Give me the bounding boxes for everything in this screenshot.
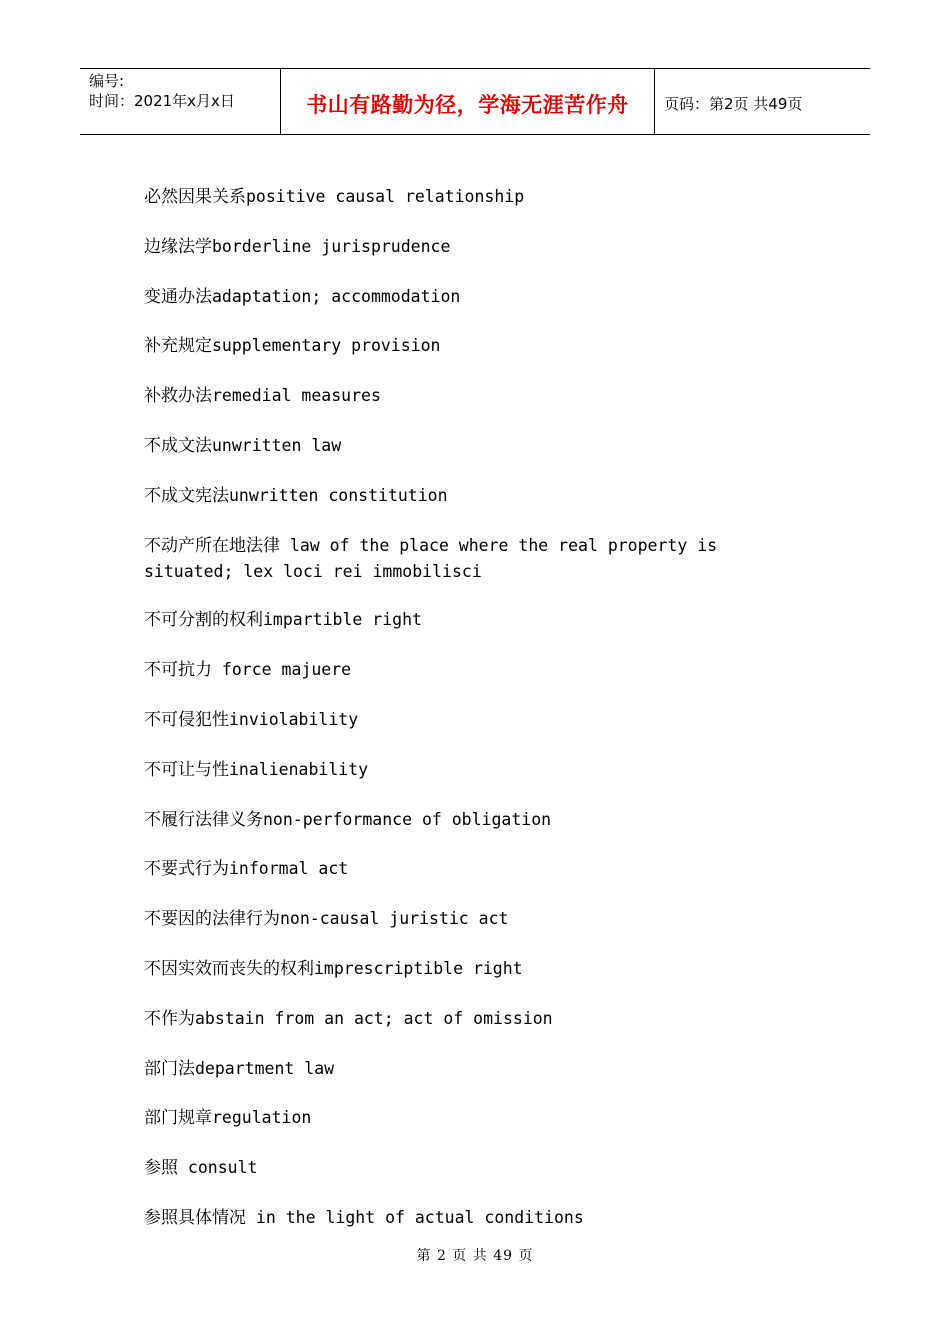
entry-chinese-term: 不可分割的权利 xyxy=(144,610,263,631)
glossary-entry xyxy=(144,533,764,608)
entry-chinese-term: 不作为 xyxy=(144,1008,195,1029)
glossary-list xyxy=(144,184,764,1255)
entry-english-term: non-causal juristic act xyxy=(280,909,509,929)
entry-english-term: unwritten law xyxy=(212,435,342,455)
glossary-entry xyxy=(144,956,764,1006)
entry-english-term: positive causal relationship xyxy=(246,187,525,206)
entry-english-term: supplementary provision xyxy=(212,336,441,356)
glossary-entry xyxy=(144,1155,764,1205)
entry-chinese-term: 不成文法 xyxy=(144,435,212,456)
entry-chinese-term: 不要式行为 xyxy=(144,859,229,880)
page-footer: 第 2 页 共 49 页 xyxy=(416,1248,534,1264)
entry-english-term: inalienability xyxy=(229,759,369,779)
entry-chinese-term: 部门规章 xyxy=(144,1108,212,1129)
entry-chinese-term: 边缘法学 xyxy=(144,236,212,257)
header-page-info: 页码：第2页 共49页 xyxy=(664,95,803,113)
glossary-entry xyxy=(144,807,764,857)
entry-english-term: unwritten constitution xyxy=(229,485,448,505)
entry-chinese-term: 不要因的法律行为 xyxy=(144,909,280,930)
glossary-entry xyxy=(144,707,764,757)
entry-chinese-term: 不可抗力 xyxy=(144,660,212,681)
entry-english-term: impartible right xyxy=(263,610,422,630)
entry-chinese-term: 参照 xyxy=(144,1158,178,1179)
glossary-entry xyxy=(144,607,764,657)
glossary-entry xyxy=(144,856,764,906)
entry-english-term: force majuere xyxy=(212,660,352,680)
header-motto: 书山有路勤为径，学海无涯苦作舟 xyxy=(281,69,655,134)
glossary-entry xyxy=(144,1105,764,1155)
entry-english-term: informal act xyxy=(229,859,349,879)
entry-english-term: borderline jurisprudence xyxy=(212,236,451,256)
glossary-entry xyxy=(144,1056,764,1106)
entry-chinese-term: 参照具体情况 xyxy=(144,1207,246,1228)
entry-chinese-term: 必然因果关系 xyxy=(144,187,246,207)
entry-chinese-term: 不因实效而丧失的权利 xyxy=(144,958,314,979)
entry-english-term: abstain from an act; act of omission xyxy=(195,1008,553,1028)
page-header xyxy=(80,68,870,135)
entry-chinese-term: 不履行法律义务 xyxy=(144,809,263,830)
glossary-entry xyxy=(144,657,764,707)
entry-english-term: non-performance of obligation xyxy=(263,809,552,829)
entry-english-term: inviolability xyxy=(229,709,359,729)
entry-english-term: adaptation; accommodation xyxy=(212,286,461,306)
glossary-entry xyxy=(144,333,764,383)
entry-english-term: department law xyxy=(195,1058,335,1078)
entry-english-term: imprescriptible right xyxy=(314,958,523,978)
entry-chinese-term: 补充规定 xyxy=(144,336,212,357)
entry-chinese-term: 补救办法 xyxy=(144,386,212,407)
glossary-entry xyxy=(144,383,764,433)
glossary-entry xyxy=(144,284,764,334)
entry-chinese-term: 部门法 xyxy=(144,1058,195,1079)
glossary-entry xyxy=(144,234,764,284)
document-number-label: 编号: xyxy=(89,72,125,90)
entry-english-term: remedial measures xyxy=(212,386,381,406)
entry-chinese-term: 不动产所在地法律 xyxy=(144,535,280,556)
document-time-label: 时间：2021年x月x日 xyxy=(89,92,235,110)
entry-chinese-term: 不可让与性 xyxy=(144,759,229,780)
glossary-entry xyxy=(144,184,764,234)
glossary-entry xyxy=(144,757,764,807)
entry-chinese-term: 变通办法 xyxy=(144,286,212,307)
entry-english-term: regulation xyxy=(212,1108,312,1128)
entry-chinese-term: 不可侵犯性 xyxy=(144,709,229,730)
entry-chinese-term: 不成文宪法 xyxy=(144,485,229,506)
entry-english-term: law of the place where the real property is situated; lex loci rei immobilisci xyxy=(144,535,718,581)
glossary-entry xyxy=(144,1006,764,1056)
header-meta-cell xyxy=(80,69,281,134)
glossary-entry xyxy=(144,906,764,956)
glossary-entry xyxy=(144,433,764,483)
entry-english-term: consult xyxy=(178,1158,258,1178)
entry-english-term: in the light of actual conditions xyxy=(246,1207,584,1227)
glossary-entry xyxy=(144,483,764,533)
